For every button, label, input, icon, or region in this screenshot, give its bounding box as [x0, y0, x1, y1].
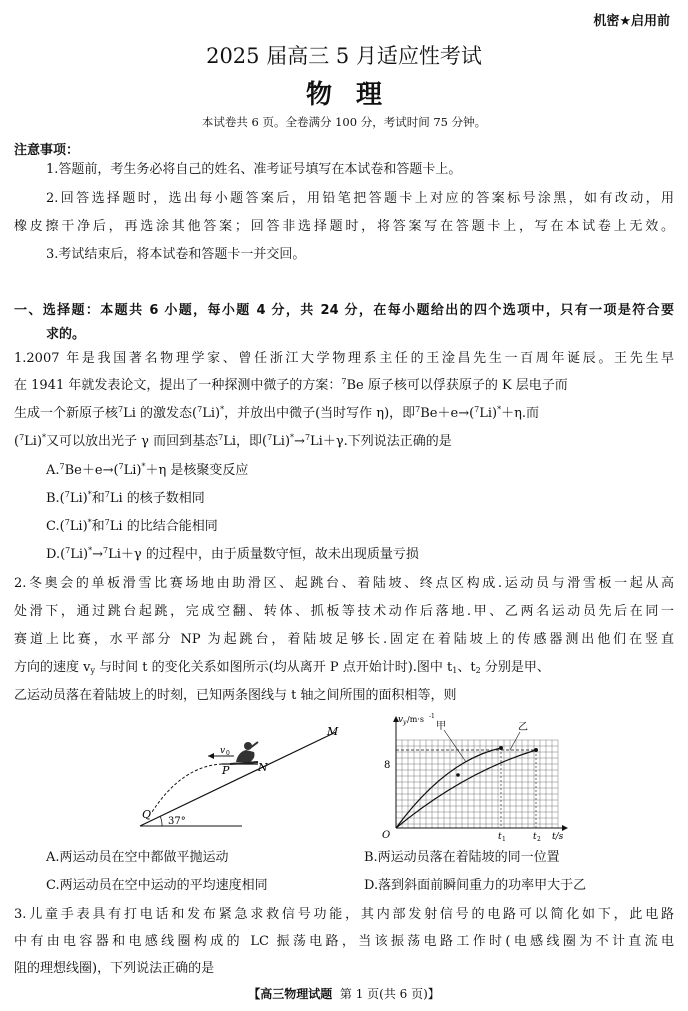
- exam-info: 本试卷共 6 页。全卷满分 100 分，考试时间 75 分钟。: [201, 115, 487, 129]
- q1-option-b: B.($^7$Li)*和$^7$Li 的核子数相同: [46, 490, 205, 506]
- angle-arc: [160, 816, 162, 826]
- q1-option-c: C.($^7$Li)*和$^7$Li 的比结合能相同: [46, 518, 218, 534]
- label-angle: 37°: [168, 816, 186, 827]
- x-axis-label: t/s: [552, 832, 564, 842]
- label-q: Q: [142, 808, 152, 821]
- q2-line-2: 处滑下，通过跳台起跳，完成空翻、转体、抓板等技术动作后落地.甲、乙两名运动员先后在同一: [14, 604, 674, 619]
- tick-8: 8: [384, 760, 391, 771]
- q2-option-b: B.两运动员落在着陆坡的同一位置: [364, 850, 560, 865]
- tick-t2-sub: 2: [537, 836, 541, 842]
- label-v0-sub: 0: [226, 750, 230, 757]
- q1-line-3: 生成一个新原子核$^7$Li 的激发态($^7$Li)*，并放出中微子(当时写作 η)，即$^7$Be＋e→($^7$Li)*＋η.而: [14, 405, 540, 421]
- label-p: P: [222, 764, 230, 777]
- y-axis-label: v: [398, 715, 404, 725]
- q2-line-5: 乙运动员落在着陆坡上的时刻，已知两条图线与 t 轴之间所围的面积相等，则: [14, 688, 457, 703]
- vy-t-graph: [374, 712, 594, 842]
- q2-line-4: 方向的速度 $v_y$ 与时间 t 的变化关系如图所示(均从离开 P 点开始计时).图中 $t_1$、$t_2$ 分别是甲、: [14, 660, 550, 675]
- section-heading-cont: 求的。: [46, 327, 86, 342]
- label-jia: 甲: [436, 721, 446, 732]
- label-n: N: [258, 761, 268, 774]
- tick-t2: t: [533, 832, 537, 842]
- section-heading: 一、选择题：本题共 6 小题，每小题 4 分，共 24 分，在每小题给出的四个选项中，只有一项是符合要: [14, 303, 674, 318]
- tick-t1-sub: 1: [502, 836, 506, 842]
- q2-option-a: A.两运动员在空中都做平抛运动: [46, 850, 229, 865]
- q1-line-2: 在 1941 年就发表论文，提出了一种探测中微子的方案：$^7$Be 原子核可以俘获原子的 K 层电子而: [14, 377, 568, 393]
- exam-title: 2025 届高三 5 月适应性考试: [206, 44, 482, 68]
- y-axis-unit: /m·s: [407, 715, 424, 724]
- y-axis-label-sub: y: [403, 719, 407, 726]
- y-axis-unit-sup: -1: [429, 713, 435, 720]
- footer-left: 【高三物理试题: [248, 987, 333, 1001]
- notice-title: 注意事项：: [14, 143, 80, 158]
- notice-item-2: 2.回答选择题时，选出每小题答案后，用铅笔把答题卡上对应的答案标号涂黑，如有改动，用: [46, 191, 674, 206]
- q1-line-1: 1.2007 年是我国著名物理学家、曾任浙江大学物理系主任的王淦昌先生一百周年诞辰。王先生早: [14, 351, 674, 366]
- label-yi: 乙: [518, 722, 528, 733]
- notice-item-2-cont: 橡皮擦干净后，再选涂其他答案；回答非选择题时，将答案写在答题卡上，写在本试卷上无效。: [14, 219, 674, 234]
- footer-right: 第 1 页(共 6 页)】: [339, 987, 440, 1001]
- q3-line-1: 3.儿童手表具有打电话和发布紧急求救信号功能，其内部发射信号的电路可以简化如下，此电路: [14, 907, 674, 922]
- notice-item-3: 3.考试结束后，将本试卷和答题卡一并交回。: [46, 247, 306, 262]
- snowboarder-icon: [230, 742, 258, 764]
- notice-item-1: 1.答题前，考生务必将自己的姓名、准考证号填写在本试卷和答题卡上。: [46, 162, 462, 177]
- v0-arrowhead: [208, 753, 214, 759]
- q2-option-c: C.两运动员在空中运动的平均速度相同: [46, 878, 268, 893]
- q2-line-1: 2.冬奥会的单板滑雪比赛场地由助滑区、起跳台、着陆坡、终点区构成.运动员与滑雪板一起从高: [14, 576, 674, 591]
- q3-line-3: 阻的理想线圈)，下列说法正确的是: [14, 961, 215, 976]
- x-axis-arrow: [562, 825, 568, 831]
- point-mid: [456, 773, 460, 777]
- landing-slope: [140, 732, 336, 826]
- subject-title: 物理: [305, 80, 406, 110]
- yi-leader: [510, 732, 520, 750]
- q1-line-4: ($^7$Li)*又可以放出光子 γ 而回到基态$^7$Li，即($^7$Li)*→$^7$Li＋γ.下列说法正确的是: [14, 433, 452, 449]
- origin-label: O: [382, 830, 391, 841]
- tick-t1: t: [498, 832, 502, 842]
- confidential-mark: 机密★启用前: [593, 14, 670, 29]
- page-footer: [0, 985, 688, 1002]
- label-m: M: [327, 725, 339, 738]
- q2-option-d: D.落到斜面前瞬间重力的功率甲大于乙: [364, 878, 587, 893]
- q1-option-a: A.$^7$Be＋e→($^7$Li)*＋η 是核聚变反应: [46, 462, 249, 478]
- graph-grid: [396, 740, 558, 828]
- q1-option-d: D.($^7$Li)*→$^7$Li＋γ 的过程中，由于质量数守恒，故未出现质量亏损: [46, 546, 419, 562]
- q2-line-3: 赛道上比赛，水平部分 NP 为起跳台，着陆坡足够长.固定在着陆坡上的传感器测出他们在竖直: [14, 632, 674, 647]
- q3-line-2: 中有由电容器和电感线圈构成的 LC 振荡电路，当该振荡电路工作时(电感线圈为不计直流电: [14, 934, 674, 949]
- label-v0: v: [220, 746, 226, 756]
- ski-slope-figure: [130, 722, 350, 832]
- trajectory: [152, 764, 222, 812]
